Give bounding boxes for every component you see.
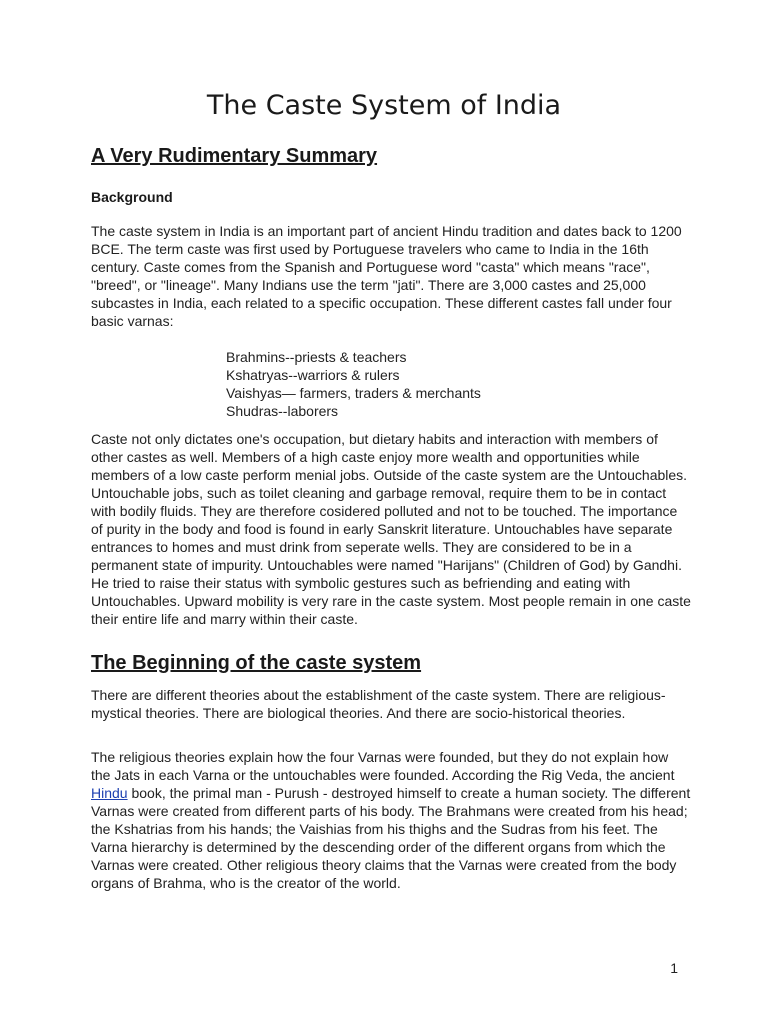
list-item: Kshatryas--warriors & rulers — [226, 367, 400, 383]
list-item: Brahmins--priests & teachers — [226, 349, 407, 365]
religious-theories-paragraph — [91, 748, 691, 892]
section-heading-summary: A Very Rudimentary Summary — [91, 145, 378, 167]
hindu-link[interactable]: Hindu — [91, 785, 128, 801]
section-heading-beginning: The Beginning of the caste system — [91, 652, 422, 674]
body-paragraph: Caste not only dictates one's occupation, but dietary habits and interaction with members of other castes as well. Members of a high caste enjoy more wealth and opportunities while members of a low caste perform menial jobs. Outside of the caste system are the Untouchables. Untouchable jobs, such as toilet cleaning and garbage removal, require them to be in contact with bodily fluids. They are therefore cosidered polluted and not to be touched. The importance of purity in the body and food is found in early Sanskrit literature. Untouchables have separate entrances to homes and must drink from seperate wells. They are considered to be in a permanent state of impurity. Untouchables were named "Harijans" (Children of God) by Gandhi. He tried to raise their status with symbolic gestures such as befriending and eating with Untouchables. Upward mobility is very rare in the caste system. Most people remain in one caste their entire life and marry within their caste. — [91, 431, 691, 627]
paragraph-text: book, the primal man - Purush - destroyed himself to create a human society. The different Varnas were created from different parts of his body. The Brahmans were created from his head; the Kshatrias from his hands; the Vaishias from his thighs and the Sudras from his feet. The Varna hierarchy is determined by the descending order of the different organs from which the Varnas were created. Other religious theory claims that the Varnas were created from the body organs of Brahma, who is the creator of the world. — [91, 785, 691, 891]
intro-paragraph: The caste system in India is an important part of ancient Hindu tradition and dates back to 1200 BCE. The term caste was first used by Portuguese travelers who came to India in the 16th century. Caste comes from the Spanish and Portuguese word "casta" which means "race", "breed", or "lineage". Many Indians use the term "jati". There are 3,000 castes and 25,000 subcastes in India, each related to a specific occupation. These different castes fall under four basic varnas: — [91, 223, 682, 329]
subheading-background: Background — [91, 189, 173, 205]
list-item: Vaishyas— farmers, traders & merchants — [226, 385, 481, 401]
page-title: The Caste System of India — [206, 90, 562, 121]
list-item: Shudras--laborers — [226, 403, 339, 419]
page-number: 1 — [670, 960, 678, 976]
paragraph-text: The religious theories explain how the four Varnas were founded, but they do not explain how the Jats in each Varna or the untouchables were founded. According the Rig Veda, the ancient — [91, 749, 675, 783]
varna-list — [226, 348, 481, 420]
theories-paragraph: There are different theories about the establishment of the caste system. There are religious-mystical theories. There are biological theories. And there are socio-historical theories. — [91, 687, 666, 721]
